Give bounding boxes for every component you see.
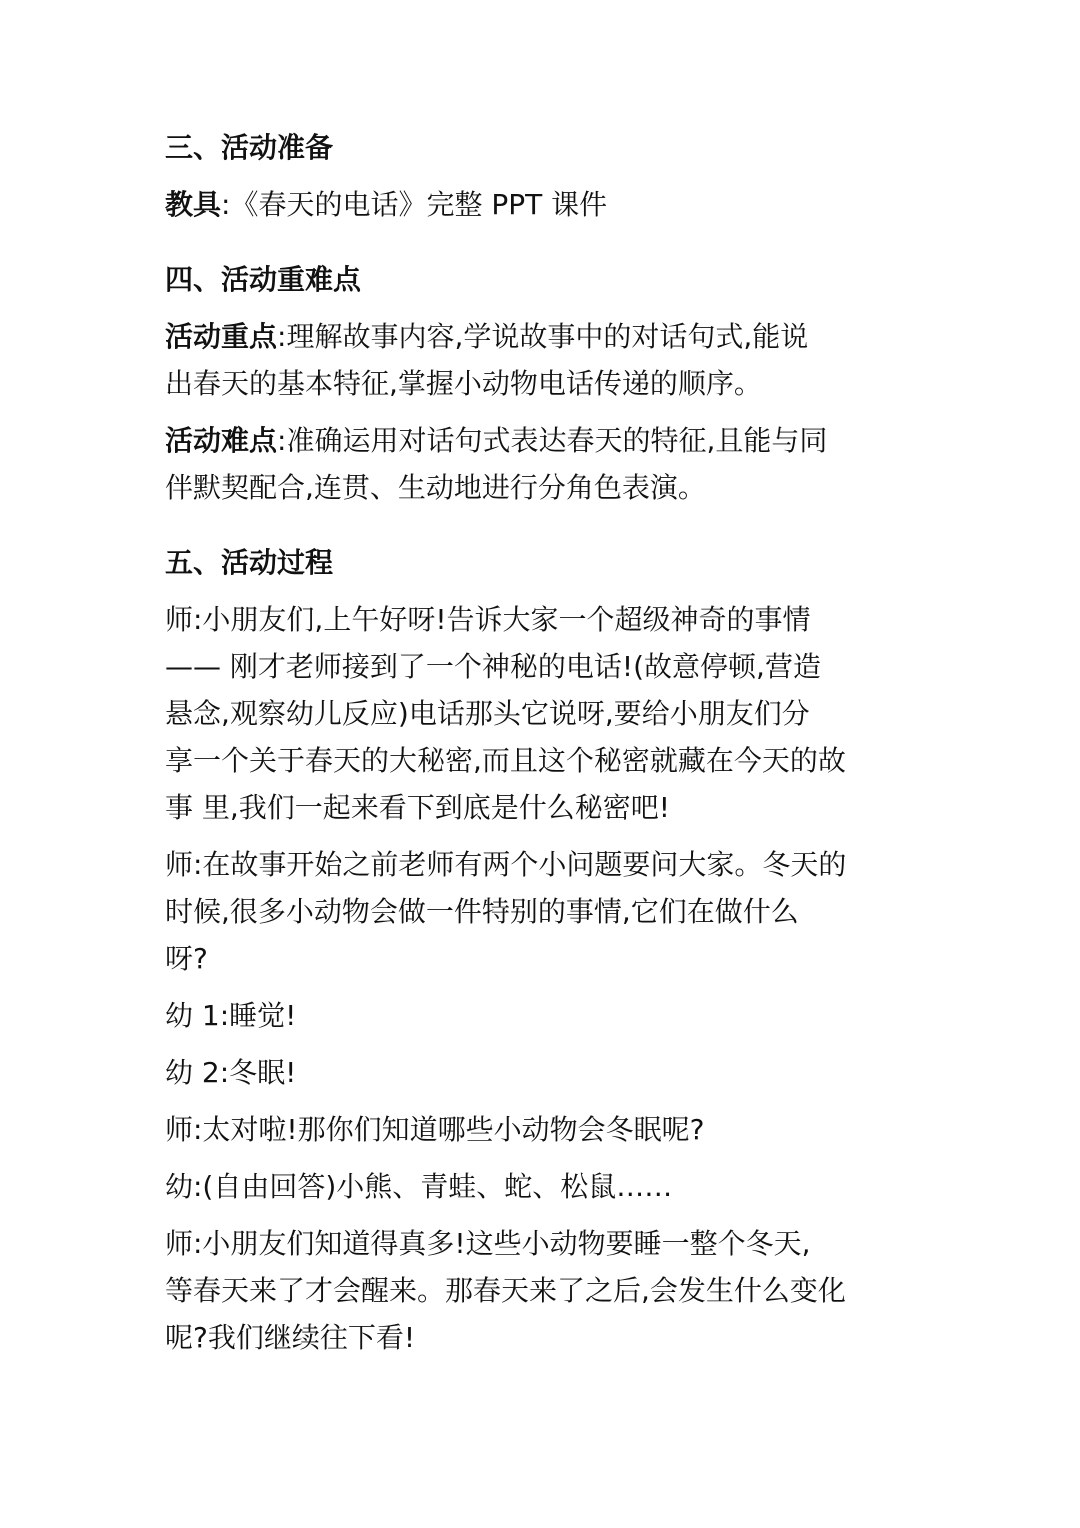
dialogue-line: 师:小朋友们,上午好呀!告诉大家一个超级神奇的事情 bbox=[165, 603, 811, 636]
difficult-point-line bbox=[165, 417, 910, 464]
dialogue-line: 享一个关于春天的大秘密,而且这个秘密就藏在今天的故 bbox=[165, 744, 846, 777]
difficult-point-line: 伴默契配合,连贯、生动地进行分角色表演。 bbox=[165, 471, 706, 504]
key-point-text: :理解故事内容,学说故事中的对话句式,能说 bbox=[277, 320, 809, 353]
dialogue-line: 悬念,观察幼儿反应)电话那头它说呀,要给小朋友们分 bbox=[165, 697, 810, 730]
dialogue-paragraph-4: 幼 2:冬眠! bbox=[165, 1056, 297, 1089]
dialogue-paragraph-1 bbox=[165, 596, 910, 831]
dialogue-paragraph-3: 幼 1:睡觉! bbox=[165, 999, 297, 1032]
dialogue-paragraph-2 bbox=[165, 841, 910, 982]
key-point-line: 出春天的基本特征,掌握小动物电话传递的顺序。 bbox=[165, 367, 762, 400]
section-heading-process: 五、活动过程 bbox=[165, 546, 334, 579]
tools-paragraph bbox=[165, 181, 910, 228]
difficult-point-label: 活动难点 bbox=[165, 424, 278, 457]
dialogue-line: 呀? bbox=[165, 942, 208, 975]
key-point-label: 活动重点 bbox=[165, 320, 278, 353]
dialogue-line: 呢?我们继续往下看! bbox=[165, 1321, 416, 1354]
key-point-line bbox=[165, 313, 910, 360]
dialogue-line: —— 刚才老师接到了一个神秘的电话!(故意停顿,营造 bbox=[165, 650, 821, 683]
tools-label: 教具 bbox=[165, 188, 222, 221]
section-heading-key-points: 四、活动重难点 bbox=[165, 263, 362, 296]
dialogue-paragraph-7 bbox=[165, 1220, 910, 1361]
difficult-point-paragraph bbox=[165, 417, 910, 511]
key-point-paragraph bbox=[165, 313, 910, 407]
dialogue-paragraph-6: 幼:(自由回答)小熊、青蛙、蛇、松鼠…… bbox=[165, 1170, 673, 1203]
dialogue-line: 师:在故事开始之前老师有两个小问题要问大家。冬天的 bbox=[165, 848, 847, 881]
dialogue-line: 时候,很多小动物会做一件特别的事情,它们在做什么 bbox=[165, 895, 799, 928]
dialogue-line: 等春天来了才会醒来。那春天来了之后,会发生什么变化 bbox=[165, 1274, 846, 1307]
section-heading-preparation: 三、活动准备 bbox=[165, 131, 334, 164]
dialogue-line: 师:小朋友们知道得真多!这些小动物要睡一整个冬天, bbox=[165, 1227, 811, 1260]
tools-text: :《春天的电话》完整 PPT 课件 bbox=[221, 188, 608, 221]
dialogue-paragraph-5: 师:太对啦!那你们知道哪些小动物会冬眠呢? bbox=[165, 1113, 705, 1146]
dialogue-line: 事 里,我们一起来看下到底是什么秘密吧! bbox=[165, 791, 671, 824]
difficult-point-text: :准确运用对话句式表达春天的特征,且能与同 bbox=[277, 424, 828, 457]
